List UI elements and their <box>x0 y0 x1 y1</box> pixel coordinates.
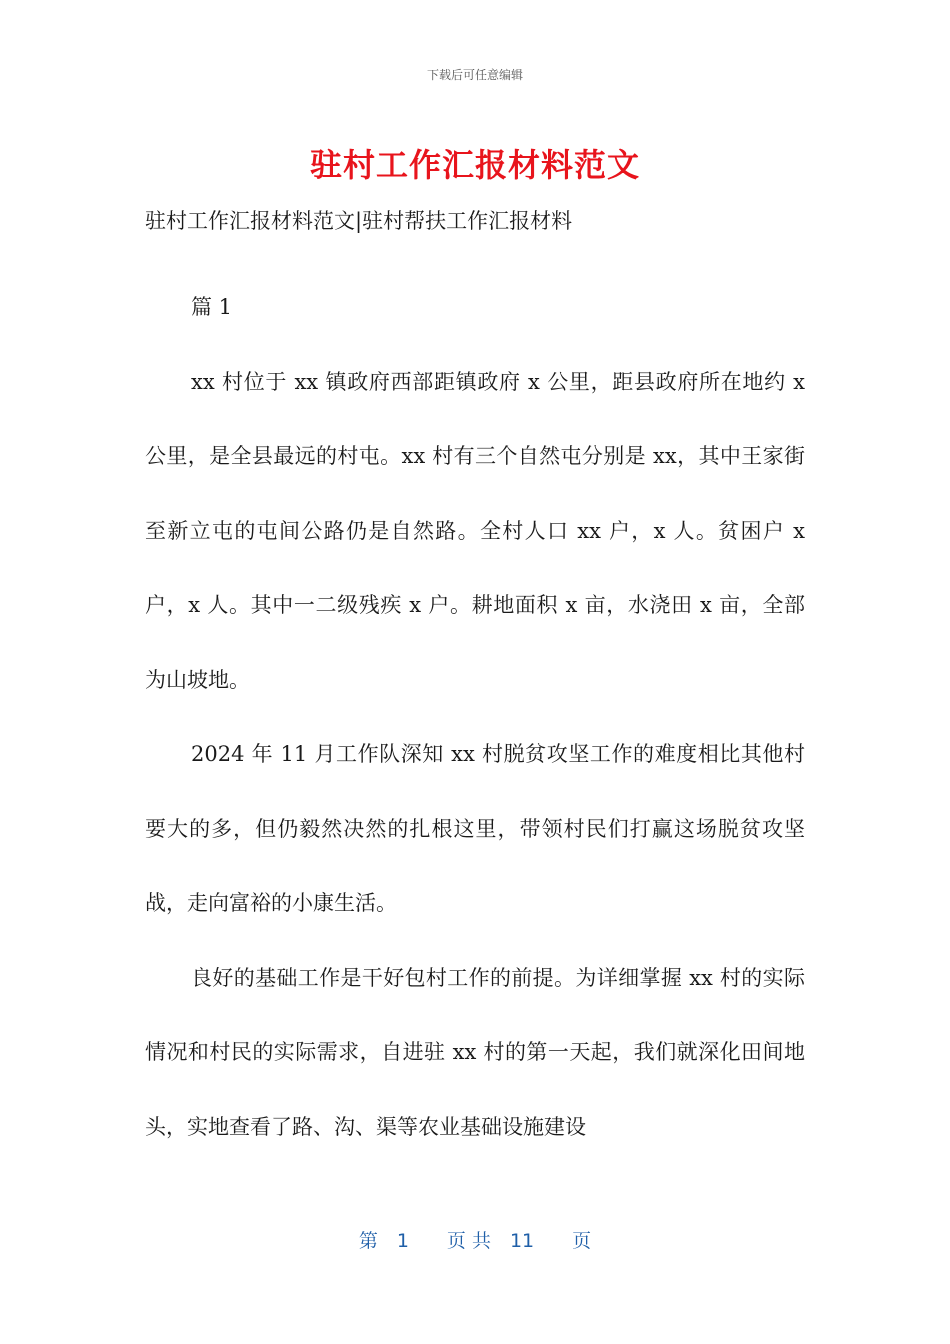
paragraph-section-heading: 篇 1 <box>191 295 233 319</box>
document-title: 驻村工作汇报材料范文 <box>309 146 640 184</box>
page-number: 第 1 页 共 11 页 <box>358 1230 592 1252</box>
paragraph-groundwork: 良好的基础工作是干好包村工作的前提。为详细掌握 xx 村的实际情况和村民的实际需求，自进驻 xx 村的第一天起，我们就深化田间地头，实地查看了路、沟、渠等农业基础设施建设 <box>145 965 805 1139</box>
document-body <box>145 270 805 1164</box>
paragraph-village-overview: xx 村位于 xx 镇政府西部距镇政府 x 公里，距县政府所在地约 x 公里，是全县最远的村屯。xx 村有三个自然屯分别是 xx，其中王家街至新立屯的屯间公路仍是自然路。全村人口 xx 户，x 人。贫困户 x 户，x 人。其中一二级残疾 x 户。耕地面积 x 亩，水浇田 x 亩，全部为山坡地。 <box>145 369 805 692</box>
document-subtitle: 驻村工作汇报材料范文|驻村帮扶工作汇报材料 <box>145 209 573 233</box>
paragraph-work-team: 2024 年 11 月工作队深知 xx 村脱贫攻坚工作的难度相比其他村要大的多，但仍毅然决然的扎根这里，带领村民们打赢这场脱贫攻坚战，走向富裕的小康生活。 <box>145 742 805 915</box>
header-note: 下载后可任意编辑 <box>426 68 523 82</box>
